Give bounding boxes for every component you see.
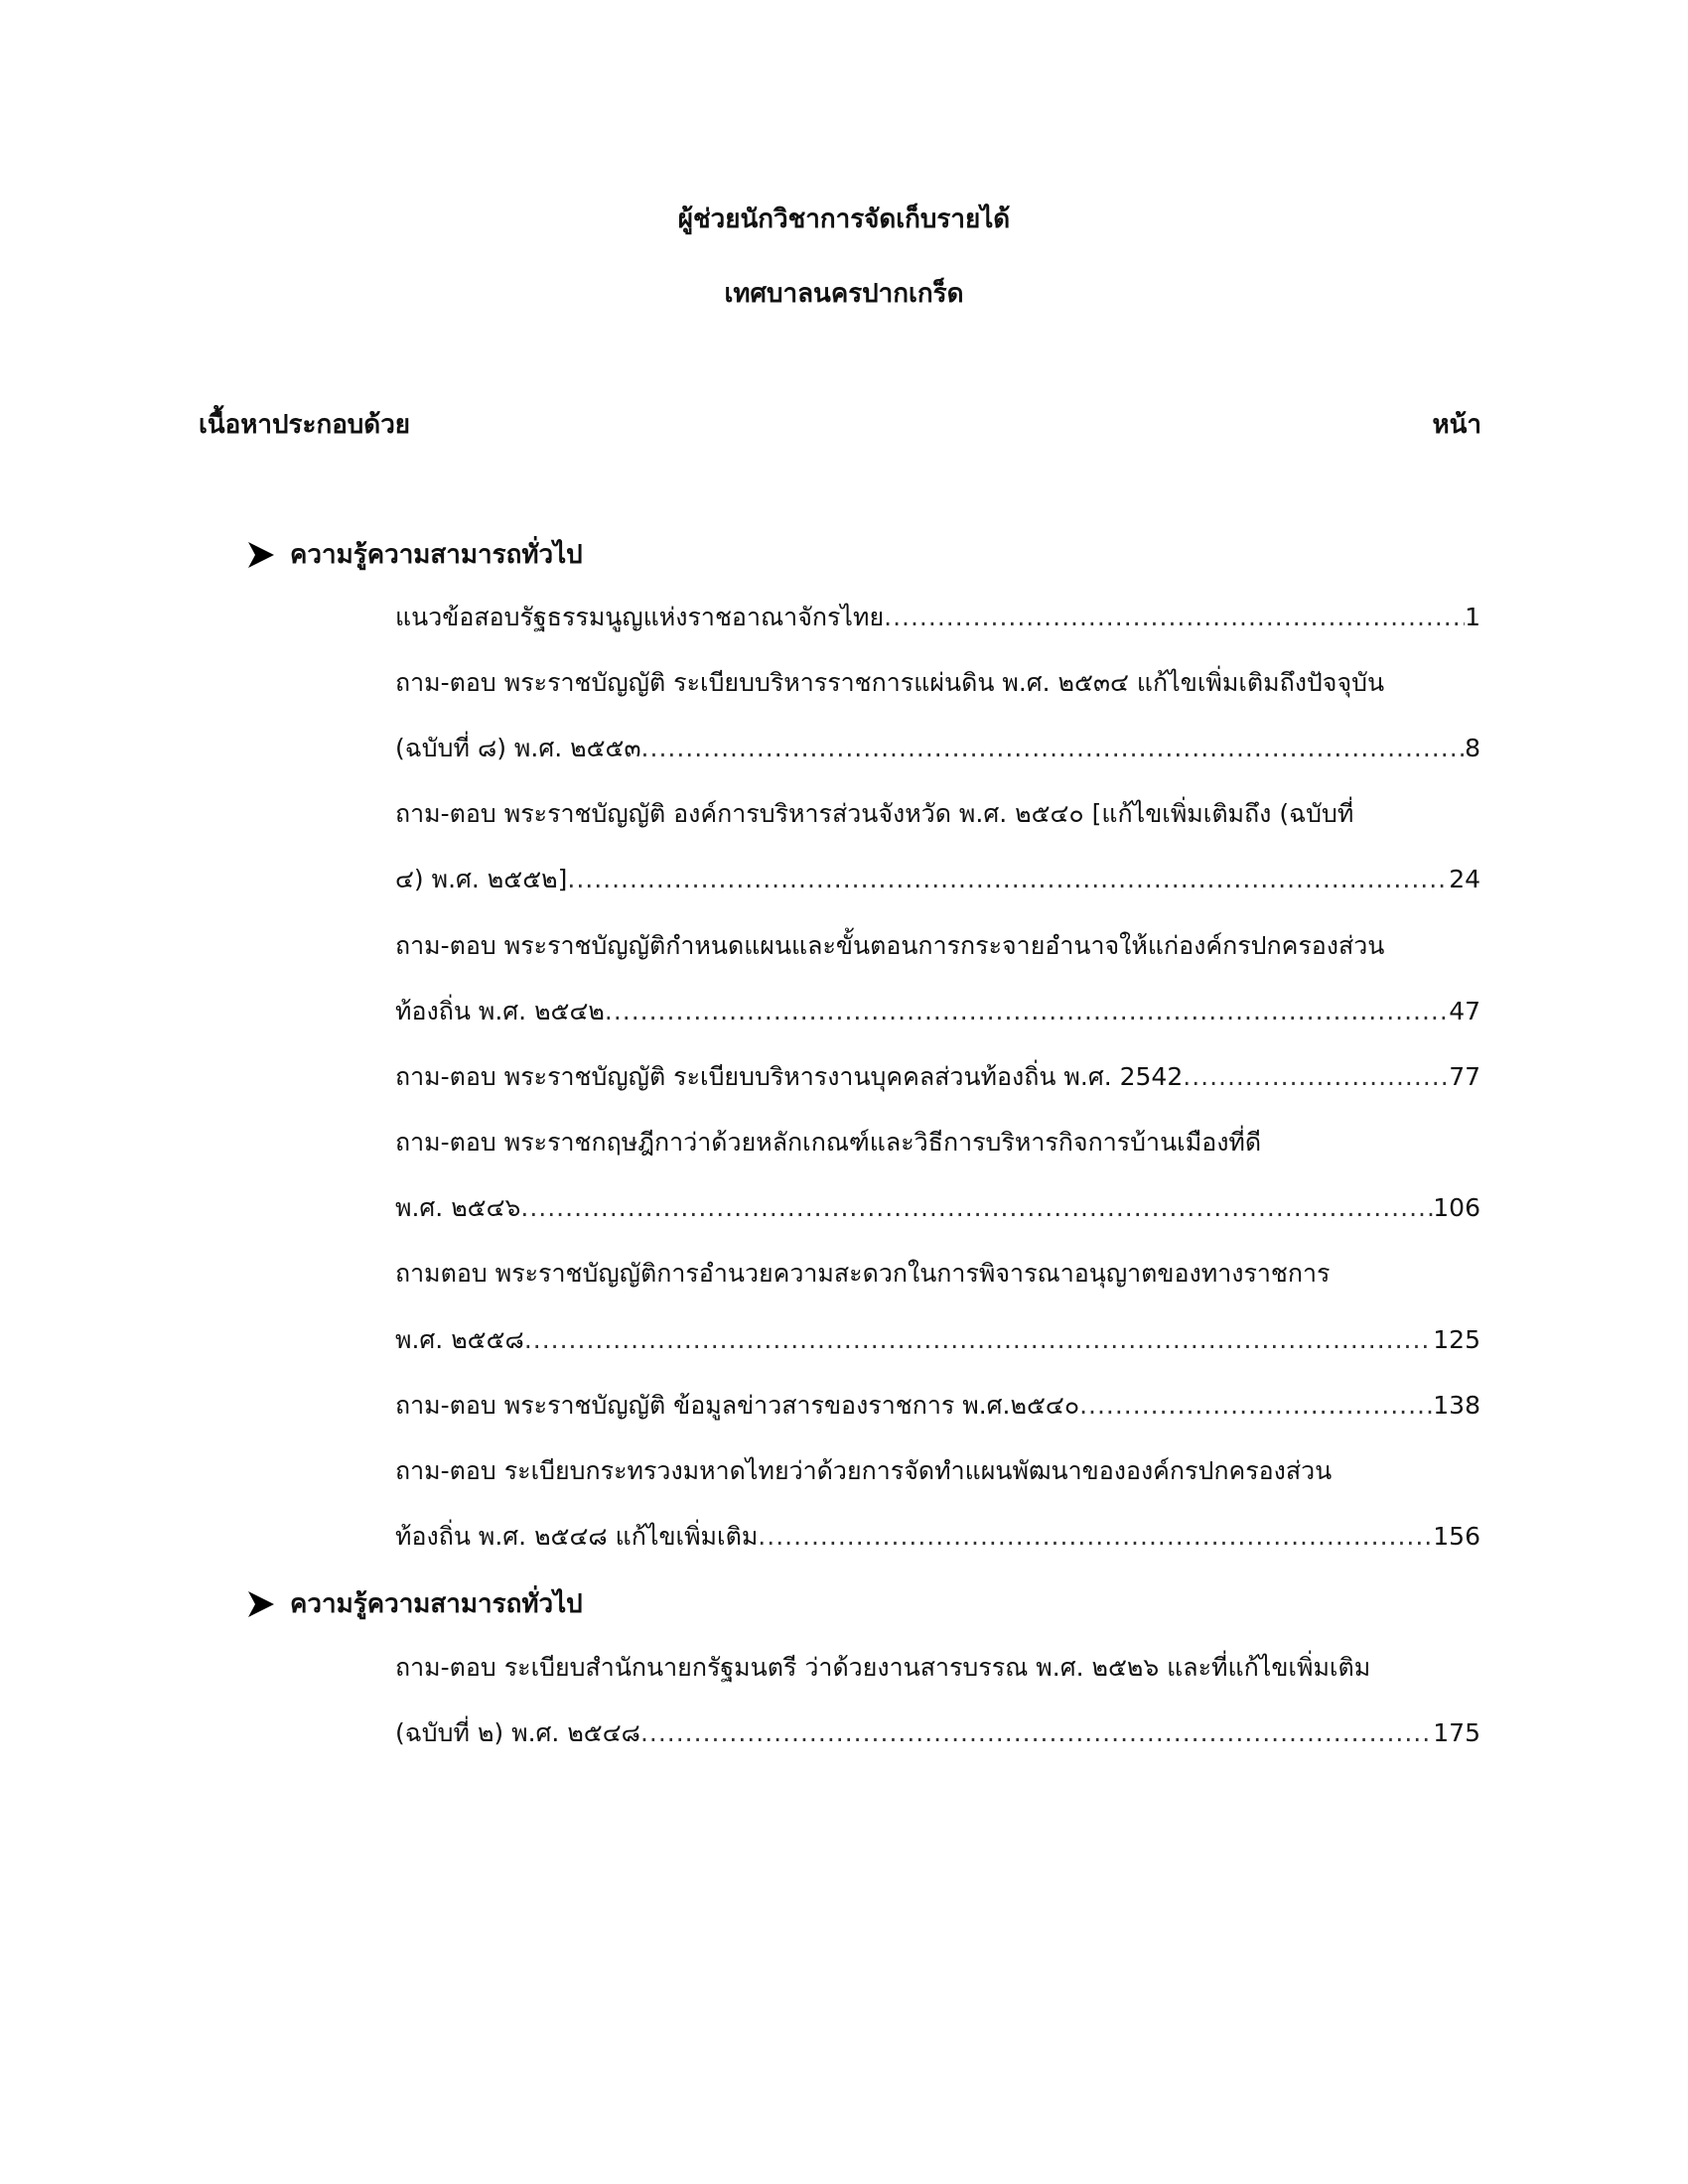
toc-entry (395, 995, 1480, 1028)
toc-entry-page: 175 (1433, 1718, 1480, 1747)
toc-entry-title: ท้องถิ่น พ.ศ. ๒๕๔๒ (395, 997, 605, 1025)
dot-leader (758, 1520, 1433, 1554)
document-subtitle: เทศบาลนครปากเกร็ด (724, 279, 964, 309)
toc-entry (395, 1520, 1480, 1554)
toc-entry-title: (ฉบับที่ ๒) พ.ศ. ๒๕๔๘ (395, 1718, 640, 1747)
section-heading-label: ความรู้ความสามารถทั่วไป (290, 540, 583, 570)
dot-leader (641, 732, 1466, 765)
section-heading (246, 1583, 583, 1624)
toc-entry-title: ถาม-ตอบ พระราชบัญญัติ ระเบียบบริหารงานบุคคลส่วนท้องถิ่น พ.ศ. 2542 (395, 1062, 1184, 1091)
page-column-heading: หน้า (1432, 410, 1481, 440)
contents-heading: เนื้อหาประกอบด้วย (199, 410, 411, 440)
dot-leader (1183, 1060, 1449, 1094)
toc-entry (395, 601, 1480, 634)
toc-entry-title: (ฉบับที่ ๘) พ.ศ. ๒๕๕๓ (395, 734, 641, 762)
toc-entry (395, 1191, 1480, 1225)
dot-leader (605, 995, 1449, 1028)
toc-entry-line: ถาม-ตอบ พระราชกฤษฎีกาว่าด้วยหลักเกณฑ์และวิธีการบริหารกิจการบ้านเมืองที่ดี (395, 1128, 1262, 1157)
toc-entry-line: ถาม-ตอบ พระราชบัญญัติ ระเบียบบริหารราชการแผ่นดิน พ.ศ. ๒๕๓๔ แก้ไขเพิ่มเติมถึงปัจจุบัน (395, 668, 1385, 697)
dot-leader (1079, 1389, 1433, 1423)
toc-entry-page: 125 (1433, 1325, 1480, 1354)
toc-entry-title: ถาม-ตอบ พระราชบัญญัติ ข้อมูลข่าวสารของราชการ พ.ศ.๒๕๔๐ (395, 1391, 1080, 1420)
section-heading-label: ความรู้ความสามารถทั่วไป (290, 1589, 583, 1619)
arrow-bullet-icon (246, 540, 276, 570)
toc-entry-line: ถาม-ตอบ ระเบียบกระทรวงมหาดไทยว่าด้วยการจัดทำแผนพัฒนาขององค์กรปกครองส่วน (395, 1456, 1333, 1485)
section-heading (246, 534, 583, 575)
dot-leader (884, 601, 1465, 634)
toc-entry-page: 24 (1449, 865, 1480, 893)
toc-entry (395, 1716, 1480, 1750)
toc-entry-title: แนวข้อสอบรัฐธรรมนูญแห่งราชอาณาจักรไทย (395, 603, 885, 631)
arrow-bullet-icon (246, 1589, 276, 1619)
toc-entry-page: 77 (1449, 1062, 1480, 1091)
toc-entry-title: พ.ศ. ๒๕๔๖ (395, 1193, 521, 1222)
dot-leader (524, 1323, 1433, 1357)
dot-leader (520, 1191, 1433, 1225)
toc-entry-title: พ.ศ. ๒๕๕๘ (395, 1325, 524, 1354)
toc-entry (395, 1060, 1480, 1094)
toc-entry (395, 732, 1480, 765)
toc-entry-title: ท้องถิ่น พ.ศ. ๒๕๔๘ แก้ไขเพิ่มเติม (395, 1522, 759, 1551)
toc-entry-title: ๔) พ.ศ. ๒๕๕๒] (395, 865, 568, 893)
toc-entry-page: 1 (1465, 603, 1480, 631)
toc-entry-line: ถาม-ตอบ พระราชบัญญัติกำหนดแผนและขั้นตอนการกระจายอำนาจให้แก่องค์กรปกครองส่วน (395, 931, 1385, 960)
toc-entry-line: ถามตอบ พระราชบัญญัติการอำนวยความสะดวกในการพิจารณาอนุญาตของทางราชการ (395, 1259, 1331, 1288)
toc-entry-line: ถาม-ตอบ ระเบียบสำนักนายกรัฐมนตรี ว่าด้วยงานสารบรรณ พ.ศ. ๒๕๒๖ และที่แก้ไขเพิ่มเติม (395, 1653, 1371, 1682)
toc-entry-page: 8 (1465, 734, 1480, 762)
toc-entry (395, 863, 1480, 896)
dot-leader (567, 863, 1449, 896)
toc-entry-page: 138 (1433, 1391, 1480, 1420)
toc-entry-page: 47 (1449, 997, 1480, 1025)
toc-entry (395, 1389, 1480, 1423)
dot-leader (640, 1716, 1433, 1750)
toc-entry-page: 106 (1433, 1193, 1480, 1222)
toc-entry-line: ถาม-ตอบ พระราชบัญญัติ องค์การบริหารส่วนจังหวัด พ.ศ. ๒๕๔๐ [แก้ไขเพิ่มเติมถึง (ฉบับที่ (395, 799, 1354, 828)
toc-entry-page: 156 (1433, 1522, 1480, 1551)
document-title: ผู้ช่วยนักวิชาการจัดเก็บรายได้ (677, 205, 1011, 234)
toc-entry (395, 1323, 1480, 1357)
